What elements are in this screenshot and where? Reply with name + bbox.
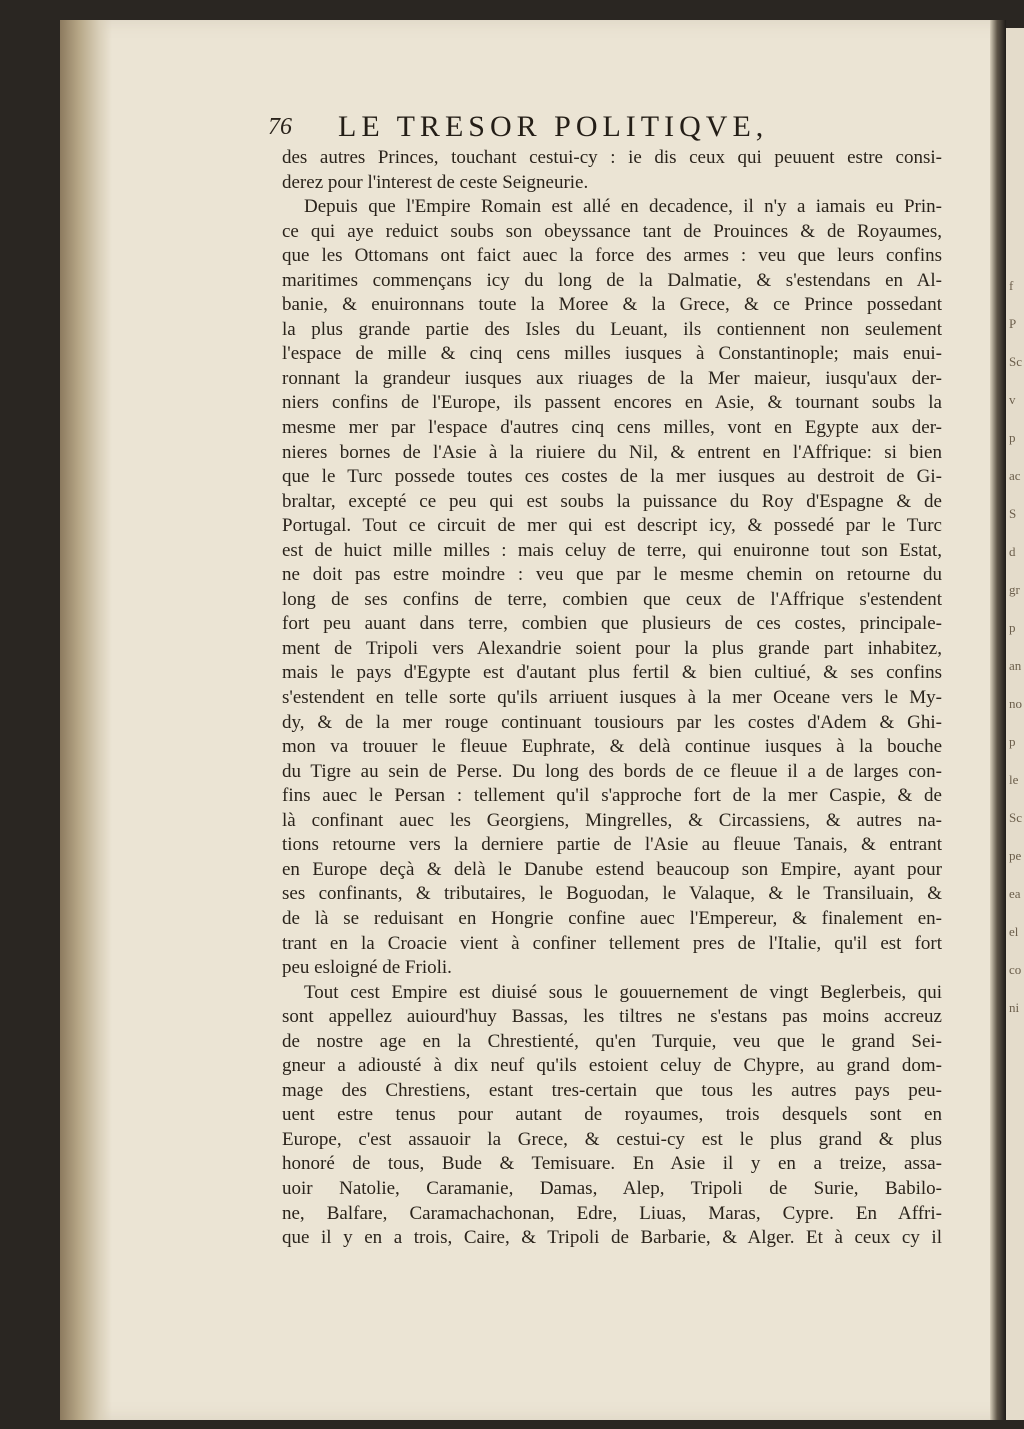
- facing-page-fragment: pe: [1009, 848, 1022, 863]
- text-line: l'espace de mille & cinq cens milles iusques à Constantinople; mais enui-: [282, 343, 942, 365]
- text-line: ne, Balfare, Caramachachonan, Edre, Liuas, Maras, Cypre. En Affri-: [282, 1202, 942, 1224]
- text-line: tions retourne vers la derniere partie de l'Asie au fleuue Tanais, & entrant: [282, 834, 942, 856]
- facing-page-edge: [1006, 28, 1024, 1420]
- text-line: en Europe deçà & delà le Danube estend beaucoup son Empire, ayant pour: [282, 858, 942, 880]
- facing-page-fragment: Sc: [1009, 354, 1022, 369]
- text-line: de nostre age en la Chrestienté, qu'en Turquie, veu que le grand Sei-: [282, 1030, 942, 1052]
- text-line: que il y en a trois, Caire, & Tripoli de Barbarie, & Alger. Et à ceux cy il: [282, 1227, 942, 1249]
- facing-page-fragment: le: [1009, 772, 1019, 787]
- text-line: derez pour l'interest de ceste Seigneurie.: [282, 171, 589, 193]
- text-line: du Tigre au sein de Perse. Du long des bords de ce fleuue il a de larges con-: [282, 760, 942, 782]
- text-line: ses confinants, & tributaires, le Boguodan, le Valaque, & le Transiluain, &: [282, 883, 942, 905]
- text-line: mesme mer par l'espace d'autres cinq cens milles, vont en Egypte aux der-: [282, 417, 942, 439]
- text-line: Depuis que l'Empire Romain est allé en decadence, il n'y a iamais eu Prin-: [304, 196, 942, 218]
- text-line: ne doit pas estre moindre : veu que par le mesme chemin on retourne du: [282, 564, 942, 586]
- facing-page-fragment: p: [1009, 734, 1016, 749]
- page-stack-edge: [60, 20, 112, 1420]
- text-line: de là se reduisant en Hongrie confine auec l'Empereur, & finalement en-: [282, 907, 942, 929]
- text-line: là confinant auec les Georgiens, Mingrelles, & Circassiens, & autres na-: [282, 809, 942, 831]
- text-line: fort peu auant dans terre, combien que plusieurs de ces costes, principale-: [282, 613, 942, 635]
- facing-page-fragment: gr: [1009, 582, 1020, 597]
- facing-page-fragment: ac: [1009, 468, 1021, 483]
- facing-page-fragment: p: [1009, 620, 1016, 635]
- text-line: Tout cest Empire est diuisé sous le gouuernement de vingt Beglerbeis, qui: [304, 981, 942, 1003]
- text-line: niers confins de l'Europe, ils passent encores en Asie, & tournant soubs la: [282, 392, 942, 414]
- text-line: que les Ottomans ont faict auec la force des armes : veu que leurs confins: [282, 245, 942, 267]
- facing-page-fragment: f: [1009, 278, 1014, 293]
- text-line: ronnant la grandeur iusques aux riuages de la Mer maieur, iusqu'aux der-: [282, 367, 942, 389]
- facing-page-fragment: Sc: [1009, 810, 1022, 825]
- facing-page-fragment: an: [1009, 658, 1022, 673]
- text-line: peu esloigné de Frioli.: [282, 957, 452, 979]
- text-line: maritimes commençans icy du long de la Dalmatie, & s'estendans en Al-: [282, 269, 942, 291]
- facing-page-fragment: p: [1009, 430, 1016, 445]
- text-line: s'estendent en telle sorte qu'ils arriuent iusques à la mer Oceane vers le My-: [282, 687, 942, 709]
- facing-page-fragment: P: [1009, 316, 1017, 331]
- text-line: long de ses confins de terre, combien que ceux de l'Affrique s'estendent: [282, 588, 942, 610]
- text-line: trant en la Croacie vient à confiner tellement pres de l'Italie, qu'il est fort: [282, 932, 942, 954]
- facing-page-fragment: no: [1009, 696, 1022, 711]
- text-line: Europe, c'est assauoir la Grece, & cestui-cy est le plus grand & plus: [282, 1128, 942, 1150]
- page-number: 76: [268, 114, 292, 140]
- text-line: uoir Natolie, Caramanie, Damas, Alep, Tripoli de Surie, Babilo-: [282, 1177, 942, 1199]
- text-line: braltar, excepté ce peu qui est soubs la puissance du Roy d'Espagne & de: [282, 490, 942, 512]
- text-line: Portugal. Tout ce circuit de mer qui est descript icy, & possedé par le Turc: [282, 515, 942, 537]
- facing-page-fragment: v: [1009, 392, 1016, 407]
- page-header: [268, 110, 828, 150]
- facing-page-fragment: el: [1009, 924, 1019, 939]
- text-line: honoré de tous, Bude & Temisuare. En Asie il y en a treize, assa-: [282, 1153, 942, 1175]
- facing-page-fragment: ea: [1009, 886, 1021, 901]
- text-line: ce qui aye reduict soubs son obeyssance tant de Prouinces & de Royaumes,: [282, 220, 942, 242]
- body-text: [282, 146, 942, 1251]
- text-line: nieres bornes de l'Asie à la riuiere du Nil, & entrent en l'Affrique: si bien: [282, 441, 942, 463]
- running-head: LE TRESOR POLITIQVE,: [338, 110, 769, 143]
- text-line: que le Turc possede toutes ces costes de la mer iusques au destroit de Gi-: [282, 466, 942, 488]
- text-line: est de huict mille milles : mais celuy de terre, qui enuironne tout son Estat,: [282, 539, 942, 561]
- text-line: dy, & de la mer rouge continuant tousiours par les costes d'Adem & Ghi-: [282, 711, 942, 733]
- text-line: des autres Princes, touchant cestui-cy : ie dis ceux qui peuuent estre consi-: [282, 147, 942, 168]
- text-line: mais le pays d'Egypte est d'autant plus fertil & bien cultiué, & ses confins: [282, 662, 942, 684]
- facing-page-fragment: S: [1009, 506, 1017, 521]
- text-line: ment de Tripoli vers Alexandrie soient pour la plus grande part inhabitez,: [282, 637, 942, 659]
- text-line: fins auec le Persan : tellement qu'il s'approche fort de la mer Caspie, & de: [282, 785, 942, 807]
- text-line: banie, & enuironnans toute la Moree & la Grece, & ce Prince possedant: [282, 294, 942, 316]
- text-line: uent estre tenus pour autant de royaumes, trois desquels sont en: [282, 1104, 942, 1126]
- facing-page-fragment: d: [1009, 544, 1016, 559]
- facing-page-fragment: ni: [1009, 1000, 1020, 1015]
- text-line: sont appellez auiourd'huy Bassas, les tiltres ne s'estans pas moins accreuz: [282, 1006, 942, 1028]
- text-line: mage des Chrestiens, estant tres-certain que tous les autres pays peu-: [282, 1079, 942, 1101]
- text-line: la plus grande partie des Isles du Leuant, ils contiennent non seulement: [282, 318, 942, 340]
- facing-page-fragment: co: [1009, 962, 1022, 977]
- book-gutter: [990, 20, 1006, 1420]
- text-line: gneur a adiousté à dix neuf qu'ils estoient celuy de Chypre, au grand dom-: [282, 1055, 942, 1077]
- text-line: mon va trouuer le fleuue Euphrate, & delà continue iusques à la bouche: [282, 736, 942, 758]
